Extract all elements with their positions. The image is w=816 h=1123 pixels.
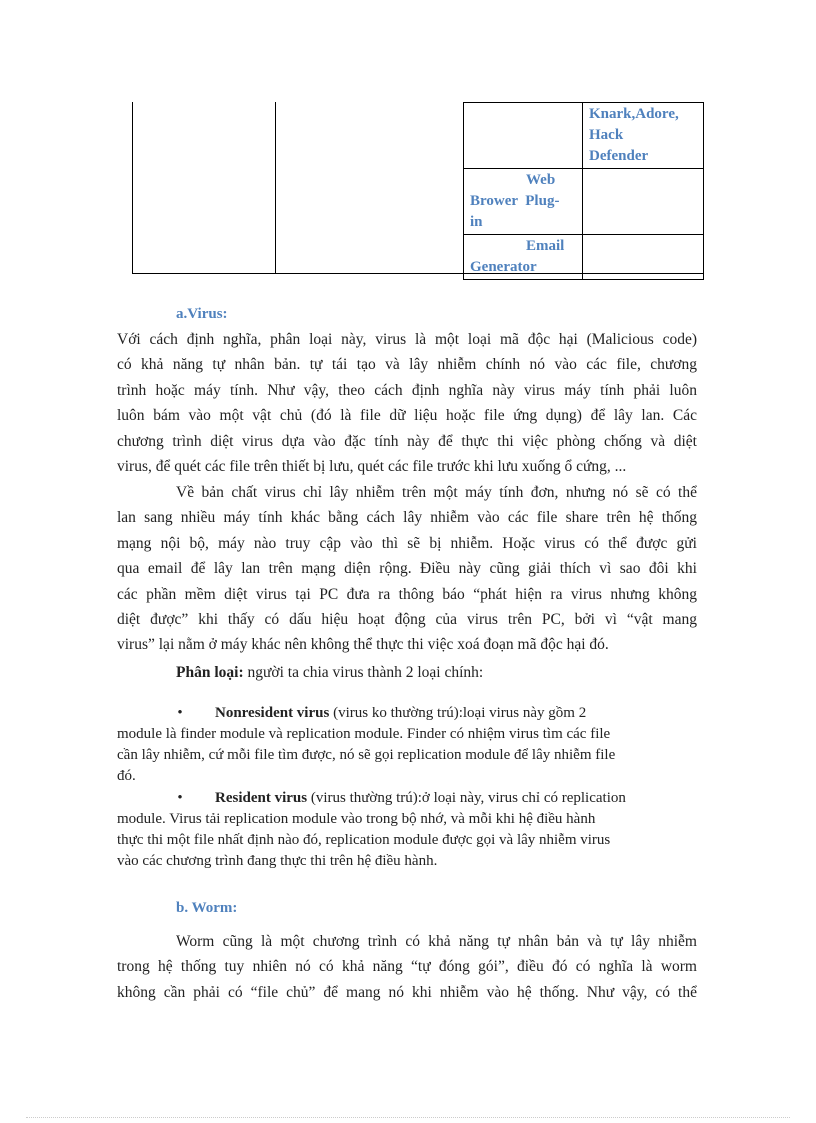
table-cell (583, 235, 704, 280)
section-heading-worm: b. Worm: (176, 900, 238, 916)
list-item: • Nonresident virus (virus ko thường trú):loại virus này gồm 2 (117, 703, 697, 724)
page-bottom-border (26, 1117, 790, 1118)
table-row (464, 169, 704, 235)
virus-type-list: • Nonresident virus (virus ko thường trú):loại virus này gồm 2 module là finder module và replication module. Finder có nhiệm virus tìm các file cần lây nhiễm, cứ mỗi file tìm được, nó sẽ gọi replication module để lây nhiễm file đó. (117, 703, 697, 787)
malware-table (132, 102, 704, 274)
bullet-icon: • (177, 790, 183, 806)
virus-paragraph-2: Về bản chất virus chỉ lây nhiễm trên một máy tính đơn, nhưng nó sẽ có thể lan sang nhiều máy tính khác bằng cách lây nhiễm vào các file share trên hệ thống mạng nội bộ, máy nào truy cập vào thì sẽ bị nhiễm. Hoặc virus có thể được gửi qua email để lây lan trên mạng diện rộng. Điều này cũng giải thích vì sao đôi khi các phần mềm diệt virus tại PC đưa ra thông báo “phát hiện ra virus nhưng không diệt được” khi thấy có dấu hiệu hoạt động của virus trên PC, bởi vì “vật mang virus” lại nằm ở máy khác nên không thể thực thi việc xoá đoạn mã độc hại đó. (117, 484, 697, 654)
table-row (464, 235, 704, 280)
table-divider (275, 102, 276, 273)
table-cell: Knark,Adore, Hack Defender (583, 103, 704, 169)
table-row (464, 103, 704, 169)
table-cell (583, 169, 704, 235)
virus-paragraph-1: Với cách định nghĩa, phân loại này, virus là một loại mã độc hại (Malicious code) có khả năng tự nhân bản. tự tái tạo và lây nhiễm chính nó vào các file, chương trình hoặc máy tính. Như vậy, theo cách định nghĩa này virus máy tính phải luôn luôn bám vào một vật chủ (đó là file dữ liệu hoặc file ứng dụng) để lây lan. Các chương trình diệt virus dựa vào đặc tính này để thực thi việc phòng chống và diệt virus, để quét các file trên thiết bị lưu, quét các file trước khi lưu xuống ổ cứng, ... (117, 331, 697, 476)
worm-paragraph-1: Worm cũng là một chương trình có khả năng tự nhân bản và tự lây nhiễm trong hệ thống tuy nhiên nó có khả năng “tự đóng gói”, điều đó có nghĩa là worm không cần phải có “file chủ” để mang nó khi nhiễm vào hệ thống. Như vậy, có thể (117, 933, 697, 1001)
inner-table (463, 102, 704, 280)
virus-type-list-2: • Resident virus (virus thường trú):ở loại này, virus chỉ có replication module. Virus tải replication module vào trong bộ nhớ, và mỗi khi hệ điều hành thực thi một file nhất định nào đó, replication module được gọi và lây nhiễm virus vào các chương trình đang thực thi trên hệ điều hành. (117, 788, 697, 872)
bullet-icon: • (177, 705, 183, 721)
section-heading-virus: a.Virus: (176, 306, 228, 322)
table-cell: Web Brower Plug- in (464, 169, 583, 235)
list-item: • Resident virus (virus thường trú):ở loại này, virus chỉ có replication (117, 788, 697, 809)
table-cell: Email Generator (464, 235, 583, 280)
table-cell (464, 103, 583, 169)
classification-line: Phân loại: người ta chia virus thành 2 loại chính: (176, 664, 484, 681)
